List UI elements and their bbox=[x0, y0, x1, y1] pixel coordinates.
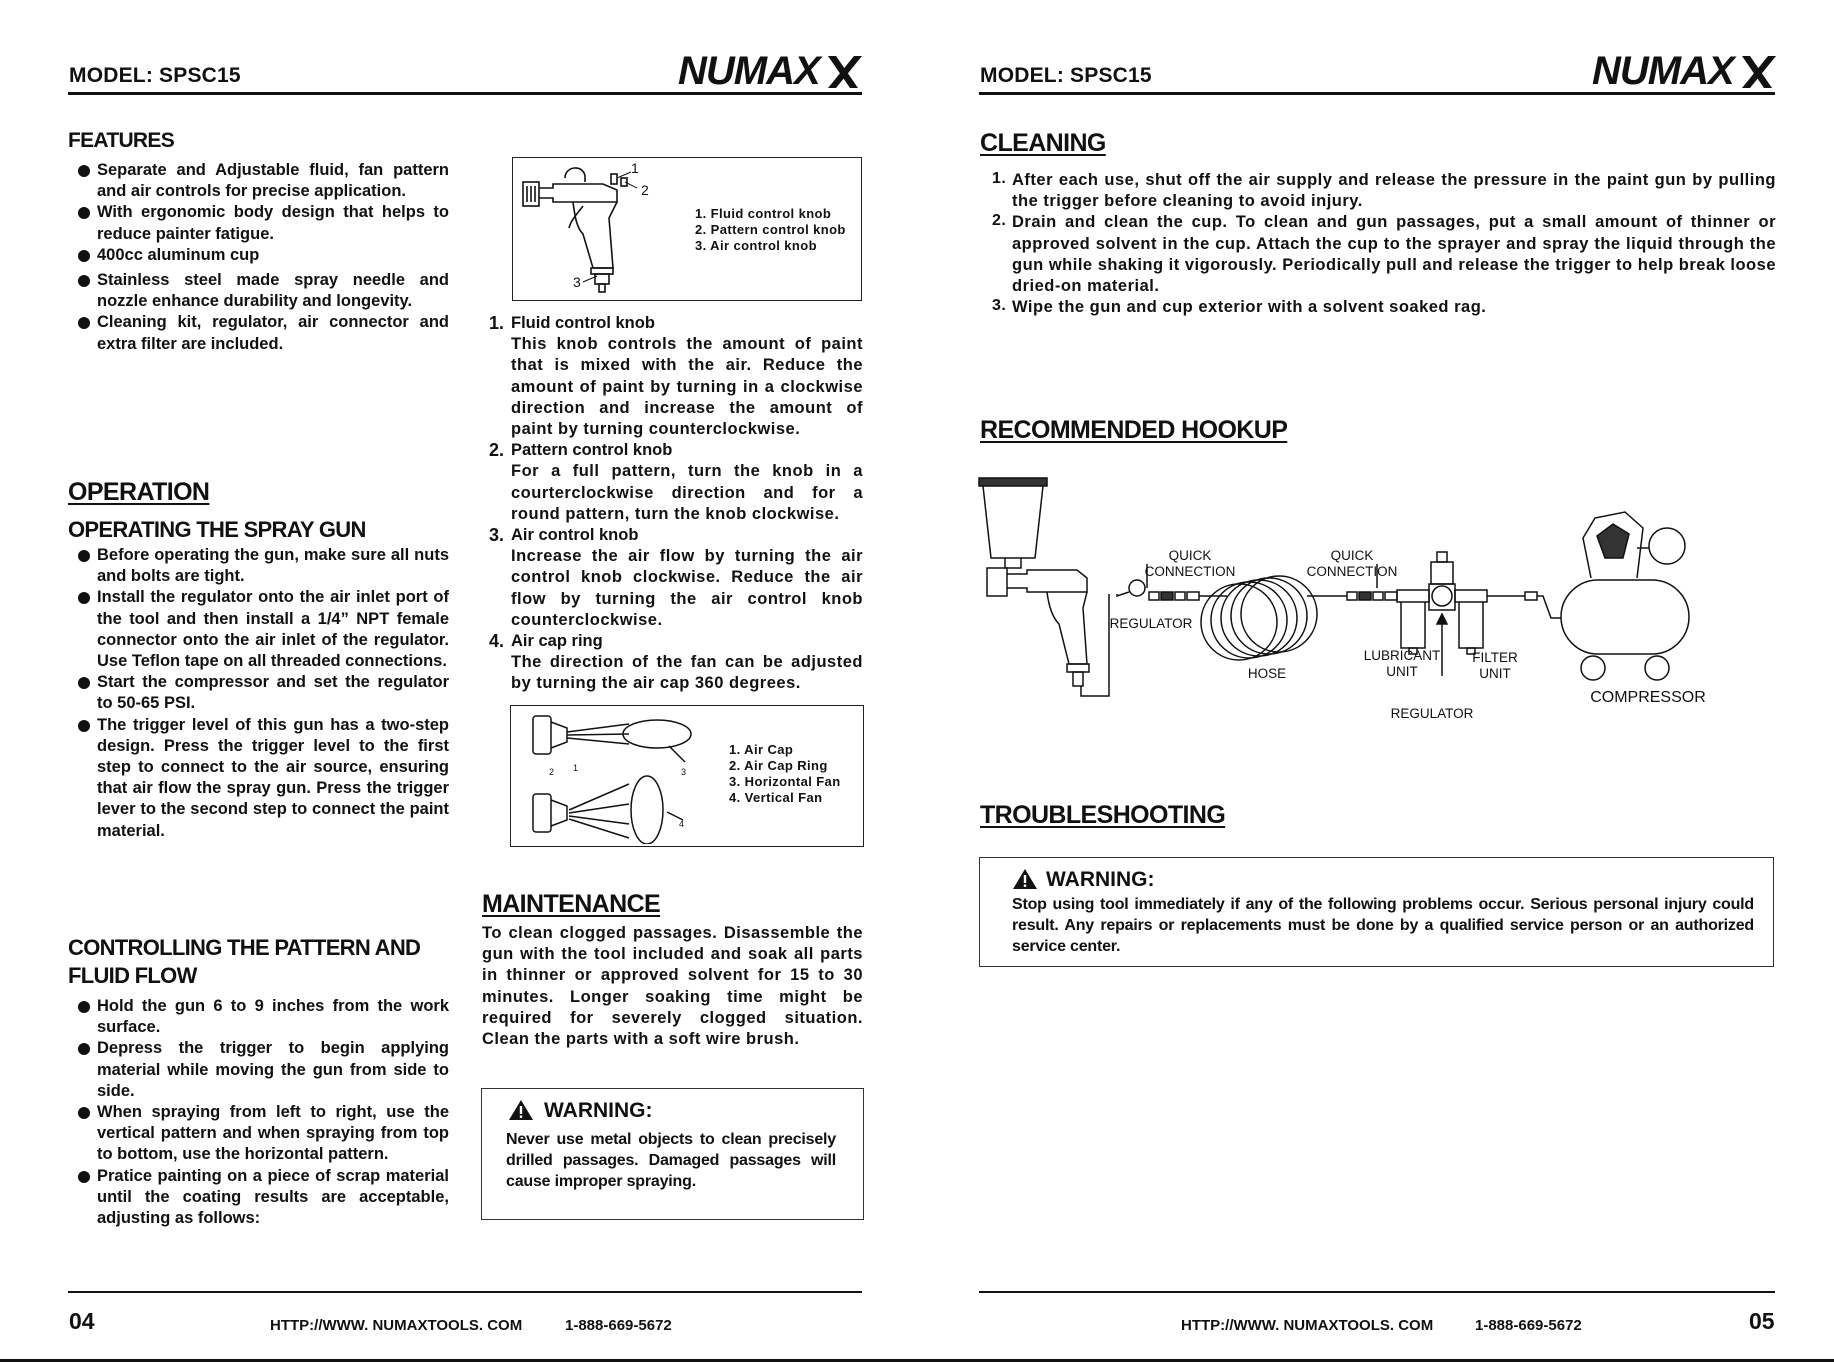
maintenance-warning-title: WARNING: bbox=[544, 1099, 653, 1122]
bullet-dot-icon bbox=[78, 592, 90, 604]
maintenance-warning-box bbox=[481, 1088, 864, 1220]
bullet-item bbox=[69, 245, 449, 266]
cleaning-step bbox=[980, 212, 1776, 297]
knob-item bbox=[489, 631, 863, 695]
troubleshooting-warning-box bbox=[979, 857, 1774, 967]
bullet-text: Before operating the gun, make sure all nuts and bolts are tight. bbox=[97, 546, 449, 586]
bullet-item bbox=[69, 312, 449, 354]
bullet-dot-icon bbox=[78, 317, 90, 329]
footer-phone: 1-888-669-5672 bbox=[1475, 1317, 1582, 1334]
figure2-label-3: 3. Horizontal Fan bbox=[729, 774, 841, 789]
header-rule bbox=[979, 92, 1775, 95]
knob-title: Air cap ring bbox=[511, 632, 603, 651]
numax-logo bbox=[678, 48, 868, 92]
knob-title: Pattern control knob bbox=[511, 441, 673, 460]
troubleshooting-title: TROUBLESHOOTING bbox=[980, 801, 1226, 829]
recommended-hookup-title: RECOMMENDED HOOKUP bbox=[980, 416, 1288, 444]
bullet-item bbox=[69, 545, 449, 587]
bullet-text: When spraying from left to right, use the vertical pattern and when spraying from top to bottom, use the horizontal pattern. bbox=[97, 1103, 449, 1164]
maintenance-text: To clean clogged passages. Disassemble the gun with the tool included and soak all parts in thinner or approved solvent for 15 to 30 minutes. Longer soaking time might be required for severely clogged situation. Clean the parts with a soft wire brush. bbox=[482, 924, 863, 1049]
air-callout-4: 4 bbox=[679, 819, 685, 829]
controlling-title-line2: FLUID FLOW bbox=[68, 963, 197, 988]
bullet-text: Separate and Adjustable fluid, fan pattern and air controls for precise application. bbox=[97, 161, 449, 201]
hookup-label-lubricant-unit: LUBRICANT UNIT bbox=[1363, 648, 1441, 679]
header-rule bbox=[68, 92, 862, 95]
bullet-item bbox=[69, 996, 449, 1038]
cleaning-list bbox=[980, 170, 1776, 318]
svg-text:NUMAX: NUMAX bbox=[678, 49, 820, 92]
troubleshooting-warning-title: WARNING: bbox=[1046, 868, 1155, 891]
bullet-text: Hold the gun 6 to 9 inches from the work surface. bbox=[97, 997, 449, 1037]
knob-description: For a full pattern, turn the knob in a courterclockwise direction and for a round pattern, turn the knob clockwise. bbox=[511, 462, 863, 523]
knob-item bbox=[489, 440, 863, 525]
hookup-label-quick-connection-2: QUICK CONNECTION bbox=[1306, 548, 1398, 579]
model-label: MODEL: SPSC15 bbox=[980, 64, 1152, 87]
air-callout-1: 1 bbox=[573, 763, 579, 773]
figure2-label-1: 1. Air Cap bbox=[729, 742, 794, 757]
page-number: 04 bbox=[69, 1308, 95, 1334]
controlling-title bbox=[68, 934, 420, 990]
hookup-label-regulator-bottom: REGULATOR bbox=[1390, 706, 1474, 721]
cleaning-step-number: 1. bbox=[992, 170, 1007, 187]
knob-title: Fluid control knob bbox=[511, 314, 655, 332]
footer-rule bbox=[68, 1291, 862, 1293]
bullet-text: Install the regulator onto the air inlet port of the tool and then install a 1/4” NPT female connector onto the air inlet of the regulator. Use Teflon tape on all threaded connections. bbox=[97, 588, 449, 671]
air-cap-diagram bbox=[511, 706, 701, 844]
controlling-title-line1: CONTROLLING THE PATTERN AND bbox=[68, 935, 421, 960]
callout-1: 1 bbox=[631, 160, 640, 176]
bullet-text: The trigger level of this gun has a two-step design. Press the trigger level to the first step to connect to the air source, ensuring that air flow the spray gun. Press the trigger lever to the second step to connect the paint material. bbox=[97, 715, 449, 840]
bullet-item bbox=[69, 1102, 449, 1166]
bullet-dot-icon bbox=[78, 550, 90, 562]
operation-title: OPERATION bbox=[68, 478, 210, 506]
knob-number: 1. bbox=[489, 313, 505, 333]
footer-phone: 1-888-669-5672 bbox=[565, 1317, 672, 1334]
footer-url: HTTP://WWW. NUMAXTOOLS. COM bbox=[270, 1317, 523, 1334]
hookup-label-regulator-left: REGULATOR bbox=[1109, 616, 1193, 631]
figure2-label-2: 2. Air Cap Ring bbox=[729, 758, 828, 773]
cleaning-step bbox=[980, 297, 1776, 318]
cleaning-step-text: Wipe the gun and cup exterior with a solvent soaked rag. bbox=[1012, 298, 1487, 317]
callout-2: 2 bbox=[641, 182, 650, 198]
maintenance-title: MAINTENANCE bbox=[482, 890, 661, 918]
knob-title: Air control knob bbox=[511, 526, 639, 545]
bullet-item bbox=[69, 1038, 449, 1102]
cleaning-step-text: After each use, shut off the air supply and release the pressure in the paint gun by pulling the trigger before cleaning to avoid injury. bbox=[1012, 171, 1776, 211]
model-label: MODEL: SPSC15 bbox=[69, 64, 241, 87]
bullet-dot-icon bbox=[78, 1001, 90, 1013]
bullet-dot-icon bbox=[78, 275, 90, 287]
numax-logo bbox=[1592, 48, 1782, 92]
page-number: 05 bbox=[1749, 1308, 1775, 1334]
bullet-dot-icon bbox=[78, 677, 90, 689]
spray-gun-knobs-figure bbox=[512, 157, 862, 301]
figure1-label-1: 1. Fluid control knob bbox=[695, 206, 832, 221]
bullet-item bbox=[69, 672, 449, 714]
bullet-dot-icon bbox=[78, 1107, 90, 1119]
figure2-label-4: 4. Vertical Fan bbox=[729, 790, 823, 805]
knob-number: 2. bbox=[489, 440, 505, 461]
bullet-item bbox=[69, 202, 449, 244]
troubleshooting-warning-text: Stop using tool immediately if any of the following problems occur. Serious personal injury could result. Any repairs or replacements must be done by a qualified service person or an authorized service center. bbox=[1012, 896, 1754, 955]
bullet-dot-icon bbox=[78, 207, 90, 219]
knob-number: 3. bbox=[489, 525, 505, 546]
knob-descriptions bbox=[489, 313, 863, 695]
bullet-dot-icon bbox=[78, 1043, 90, 1055]
controlling-list bbox=[69, 996, 449, 1229]
air-cap-figure bbox=[510, 705, 864, 847]
bullet-text: Cleaning kit, regulator, air connector and extra filter are included. bbox=[97, 313, 449, 353]
knob-description: The direction of the fan can be adjusted by turning the air cap 360 degrees. bbox=[511, 653, 863, 693]
cleaning-step-number: 3. bbox=[992, 297, 1007, 315]
bullet-dot-icon bbox=[78, 720, 90, 732]
cleaning-step bbox=[980, 170, 1776, 212]
bullet-item bbox=[69, 587, 449, 672]
cleaning-title: CLEANING bbox=[980, 129, 1106, 157]
knob-item bbox=[489, 525, 863, 631]
knob-number: 4. bbox=[489, 631, 505, 652]
operating-spray-gun-title: OPERATING THE SPRAY GUN bbox=[68, 517, 366, 542]
warning-icon bbox=[1012, 868, 1038, 890]
bullet-item bbox=[69, 715, 449, 842]
knob-item bbox=[489, 313, 863, 440]
bullet-item bbox=[69, 270, 449, 312]
maintenance-warning-text: Never use metal objects to clean precisely drilled passages. Damaged passages will cause improper spraying. bbox=[506, 1131, 836, 1190]
bullet-text: Stainless steel made spray needle and nozzle enhance durability and longevity. bbox=[97, 271, 449, 311]
warning-icon bbox=[508, 1099, 534, 1121]
knob-description: Increase the air flow by turning the air control knob clockwise. Reduce the air flow by turning the air control knob counterclockwise. bbox=[511, 547, 863, 629]
hookup-label-hose: HOSE bbox=[1247, 666, 1287, 681]
hookup-label-filter-unit: FILTER UNIT bbox=[1472, 650, 1518, 681]
bullet-text: 400cc aluminum cup bbox=[97, 245, 260, 264]
bullet-dot-icon bbox=[78, 250, 90, 262]
cleaning-step-text: Drain and clean the cup. To clean and gun passages, put a small amount of thinner or approved solvent in the cup. Attach the cup to the sprayer and spray the liquid through the gun while shaking it vigorously. Periodically pull and release the trigger to help break loose dried-on material. bbox=[1012, 213, 1776, 296]
bullet-text: Start the compressor and set the regulator to 50-65 PSI. bbox=[97, 673, 449, 713]
bullet-dot-icon bbox=[78, 165, 90, 177]
bullet-text: Depress the trigger to begin applying material while moving the gun from side to side. bbox=[97, 1039, 449, 1100]
svg-text:NUMAX: NUMAX bbox=[1592, 49, 1734, 92]
features-title: FEATURES bbox=[68, 129, 175, 152]
callout-3: 3 bbox=[573, 274, 582, 290]
knob-description: This knob controls the amount of paint that is mixed with the air. Reduce the amount of paint by turning in a clockwise direction and increase the amount of paint by turning counterclockwise. bbox=[511, 335, 863, 439]
operation-list bbox=[69, 545, 449, 842]
footer-url: HTTP://WWW. NUMAXTOOLS. COM bbox=[1181, 1317, 1434, 1334]
air-callout-3: 3 bbox=[681, 767, 687, 777]
bullet-item bbox=[69, 160, 449, 202]
features-list bbox=[69, 160, 449, 355]
bullet-item bbox=[69, 1166, 449, 1230]
cleaning-step-number: 2. bbox=[992, 212, 1007, 230]
figure1-label-3: 3. Air control knob bbox=[695, 238, 817, 253]
air-callout-2: 2 bbox=[549, 767, 555, 777]
hookup-label-compressor: COMPRESSOR bbox=[1590, 689, 1706, 706]
bullet-text: Pratice painting on a piece of scrap material until the coating results are acceptable, adjusting as follows: bbox=[97, 1166, 449, 1228]
figure1-label-2: 2. Pattern control knob bbox=[695, 222, 846, 237]
bullet-dot-icon bbox=[78, 1171, 90, 1183]
footer-rule bbox=[979, 1291, 1775, 1293]
right-page bbox=[917, 0, 1834, 1362]
spray-gun-diagram bbox=[513, 158, 693, 298]
bullet-text: With ergonomic body design that helps to reduce painter fatigue. bbox=[97, 203, 449, 243]
hookup-label-quick-connection-1: QUICK CONNECTION bbox=[1144, 548, 1236, 579]
